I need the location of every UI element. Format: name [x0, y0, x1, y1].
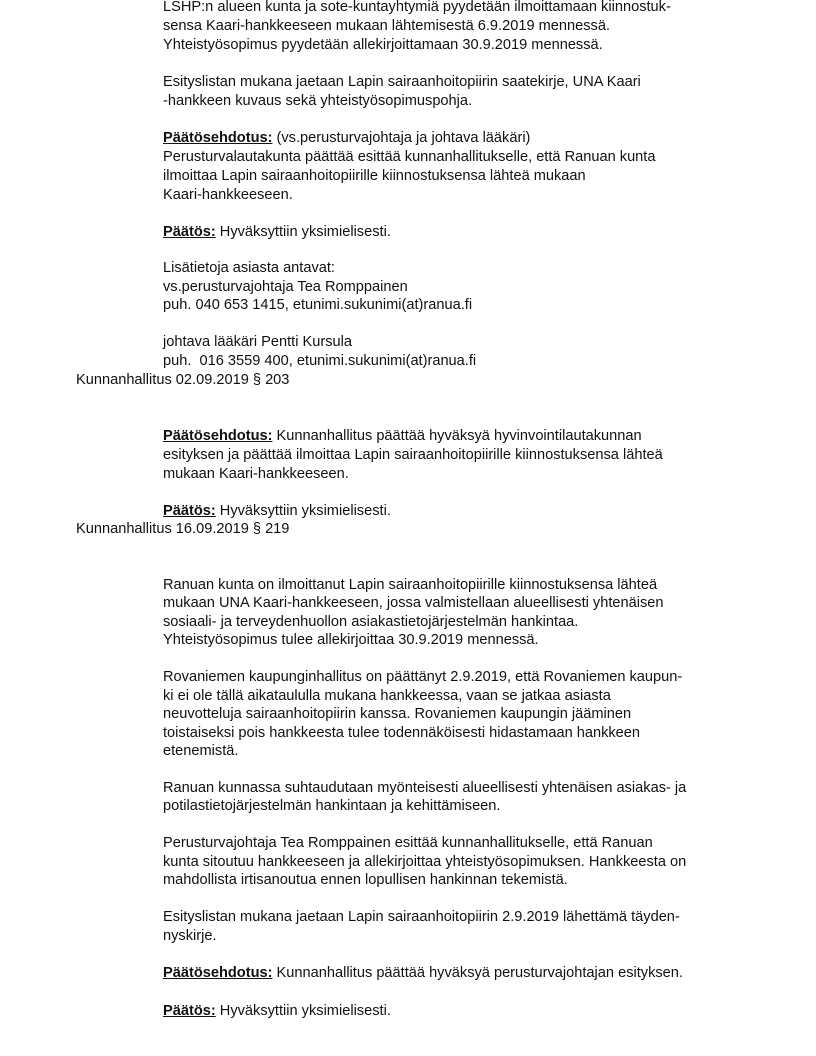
section-heading: Kunnanhallitus 02.09.2019 § 203 [76, 372, 290, 388]
contact-line: johtava lääkäri Pentti Kursula [163, 334, 353, 350]
decision-text: Hyväksyttiin yksimielisesti. [215, 1003, 391, 1019]
contact-line: puh. 016 3559 400, etunimi.sukunimi(at)ranua.fi [163, 353, 477, 369]
proposal-text: Kunnanhallitus päättää hyväksyä hyvinvointilautakunnan [272, 428, 642, 444]
paragraph-line: mahdollista irtisanoutua ennen lopullisen hankinnan tekemistä. [163, 872, 568, 888]
paragraph-line: Yhteistyösopimus pyydetään allekirjoittamaan 30.9.2019 mennessä. [163, 37, 603, 53]
paragraph-line: Esityslistan mukana jaetaan Lapin sairaanhoitopiirin saatekirje, UNA Kaari [163, 74, 641, 90]
contact-line: vs.perusturvajohtaja Tea Romppainen [163, 279, 408, 295]
proposal-keyword: Päätösehdotus: [163, 130, 273, 146]
decision-text: Hyväksyttiin yksimielisesti. [215, 503, 391, 519]
paragraph-line: sensa Kaari-hankkeeseen mukaan lähtemisestä 6.9.2019 mennessä. [163, 18, 611, 34]
paragraph-line: Ranuan kunta on ilmoittanut Lapin sairaanhoitopiirille kiinnostuksensa lähteä [163, 577, 658, 593]
contact-line: Lisätietoja asiasta antavat: [163, 260, 335, 276]
decision-text: Hyväksyttiin yksimielisesti. [215, 224, 391, 240]
paragraph-line: Rovaniemen kaupunginhallitus on päättänyt 2.9.2019, että Rovaniemen kaupun- [163, 669, 683, 685]
paragraph-line: nyskirje. [163, 928, 217, 944]
paragraph-line: neuvotteluja sairaanhoitopiirin kanssa. Rovaniemen kaupungin jääminen [163, 706, 632, 722]
paragraph-line: sosiaali- ja terveydenhuollon asiakastietojärjestelmän hankintaa. [163, 614, 579, 630]
proposal-keyword: Päätösehdotus: [163, 965, 273, 981]
decision-line [163, 223, 391, 242]
paragraph-line: Kaari-hankkeeseen. [163, 187, 293, 203]
paragraph-line: Yhteistyösopimus tulee allekirjoittaa 30.9.2019 mennessä. [163, 632, 539, 648]
paragraph-line: esityksen ja päättää ilmoittaa Lapin sairaanhoitopiirille kiinnostuksensa lähteä [163, 447, 663, 463]
decision-keyword: Päätös: [163, 1003, 216, 1019]
paragraph-line: ilmoittaa Lapin sairaanhoitopiirille kiinnostuksensa lähteä mukaan [163, 168, 586, 184]
proposal-keyword: Päätösehdotus: [163, 428, 273, 444]
paragraph-line: Esityslistan mukana jaetaan Lapin sairaanhoitopiirin 2.9.2019 lähettämä täyden- [163, 909, 680, 925]
decision-keyword: Päätös: [163, 503, 216, 519]
paragraph-line: Ranuan kunnassa suhtaudutaan myönteisesti alueellisesti yhtenäisen asiakas- ja [163, 780, 687, 796]
section-heading: Kunnanhallitus 16.09.2019 § 219 [76, 521, 290, 537]
proposal-line [163, 427, 642, 446]
paragraph-line: -hankkeen kuvaus sekä yhteistyösopimuspohja. [163, 93, 473, 109]
proposal-line [163, 964, 683, 983]
paragraph-line: Perusturvajohtaja Tea Romppainen esittää kunnanhallitukselle, että Ranuan [163, 835, 653, 851]
paragraph-line: LSHP:n alueen kunta ja sote-kuntayhtymiä pyydetään ilmoittamaan kiinnostuk- [163, 0, 671, 15]
decision-line [163, 1002, 391, 1021]
paragraph-line: etenemistä. [163, 743, 239, 759]
paragraph-line: potilastietojärjestelmän hankintaan ja kehittämiseen. [163, 798, 501, 814]
paragraph-line: kunta sitoutuu hankkeeseen ja allekirjoittaa yhteistyösopimuksen. Hankkeesta on [163, 854, 687, 870]
paragraph-line: ki ei ole tällä aikataululla mukana hankkeessa, vaan se jatkaa asiasta [163, 688, 611, 704]
paragraph-line: mukaan UNA Kaari-hankkeeseen, jossa valmistellaan alueellisesti yhtenäisen [163, 595, 664, 611]
paragraph-line: mukaan Kaari-hankkeeseen. [163, 466, 349, 482]
proposal-text: Kunnanhallitus päättää hyväksyä perusturvajohtajan esityksen. [272, 965, 683, 981]
proposal-line [163, 129, 530, 148]
contact-line: puh. 040 653 1415, etunimi.sukunimi(at)ranua.fi [163, 297, 473, 313]
paragraph-line: Perusturvalautakunta päättää esittää kunnanhallitukselle, että Ranuan kunta [163, 149, 656, 165]
paragraph-line: toistaiseksi pois hankkeesta tulee todennäköisesti hidastamaan hankkeen [163, 725, 641, 741]
proposal-text: (vs.perusturvajohtaja ja johtava lääkäri) [272, 130, 531, 146]
decision-line [163, 502, 391, 521]
decision-keyword: Päätös: [163, 224, 216, 240]
